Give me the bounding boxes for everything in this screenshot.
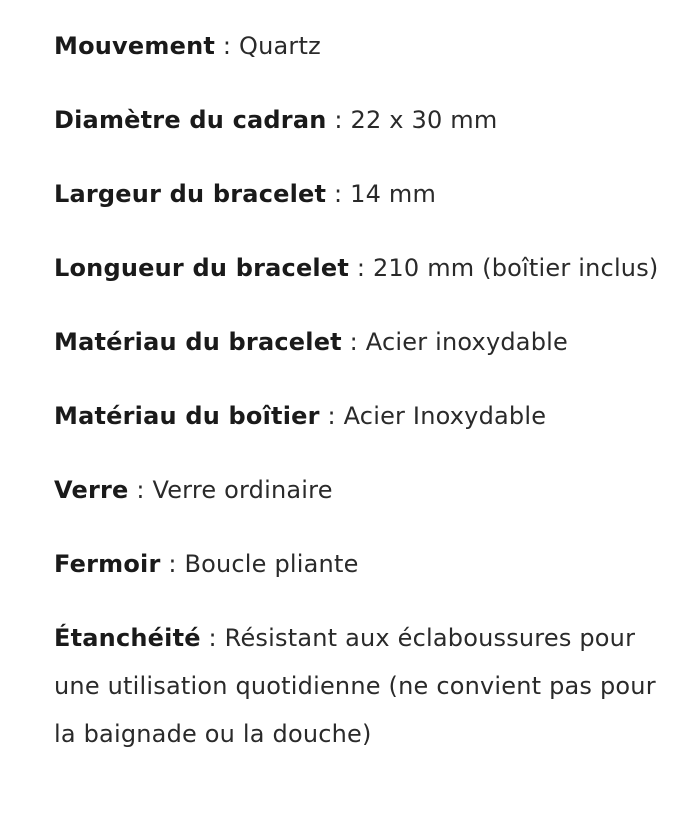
spec-value: 14 mm bbox=[350, 180, 437, 208]
spec-label: Diamètre du cadran bbox=[54, 106, 327, 134]
spec-separator: : bbox=[160, 550, 185, 578]
spec-label: Verre bbox=[54, 476, 129, 504]
spec-label: Étanchéité bbox=[54, 624, 201, 652]
spec-label: Matériau du boîtier bbox=[54, 402, 320, 430]
spec-value: Acier Inoxydable bbox=[343, 402, 547, 430]
spec-value: 22 x 30 mm bbox=[350, 106, 498, 134]
spec-separator: : bbox=[326, 106, 351, 134]
spec-label: Longueur du bracelet bbox=[54, 254, 349, 282]
spec-dial-diameter bbox=[54, 96, 660, 144]
spec-separator: : bbox=[128, 476, 153, 504]
spec-label: Mouvement bbox=[54, 32, 216, 60]
spec-label: Matériau du bracelet bbox=[54, 328, 342, 356]
spec-separator: : bbox=[326, 180, 351, 208]
spec-strap-width bbox=[54, 170, 660, 218]
spec-value: Boucle pliante bbox=[184, 550, 359, 578]
spec-glass bbox=[54, 466, 660, 514]
spec-movement bbox=[54, 22, 660, 70]
spec-clasp bbox=[54, 540, 660, 588]
spec-separator: : bbox=[215, 32, 239, 60]
spec-separator: : bbox=[341, 328, 366, 356]
spec-label: Fermoir bbox=[54, 550, 161, 578]
spec-label: Largeur du bracelet bbox=[54, 180, 327, 208]
spec-separator: : bbox=[200, 624, 225, 652]
spec-value: 210 mm (boîtier inclus) bbox=[372, 254, 659, 282]
spec-separator: : bbox=[349, 254, 373, 282]
spec-strap-material bbox=[54, 318, 660, 366]
spec-water-resistance bbox=[54, 614, 660, 758]
spec-separator: : bbox=[319, 402, 344, 430]
spec-value: Quartz bbox=[238, 32, 321, 60]
spec-value: Verre ordinaire bbox=[152, 476, 333, 504]
spec-value: Acier inoxydable bbox=[365, 328, 568, 356]
spec-strap-length bbox=[54, 244, 660, 292]
spec-value: Résistant aux éclaboussures pour une utilisation quotidienne (ne convient pas pour la baignade ou la douche) bbox=[54, 624, 656, 748]
spec-case-material bbox=[54, 392, 660, 440]
